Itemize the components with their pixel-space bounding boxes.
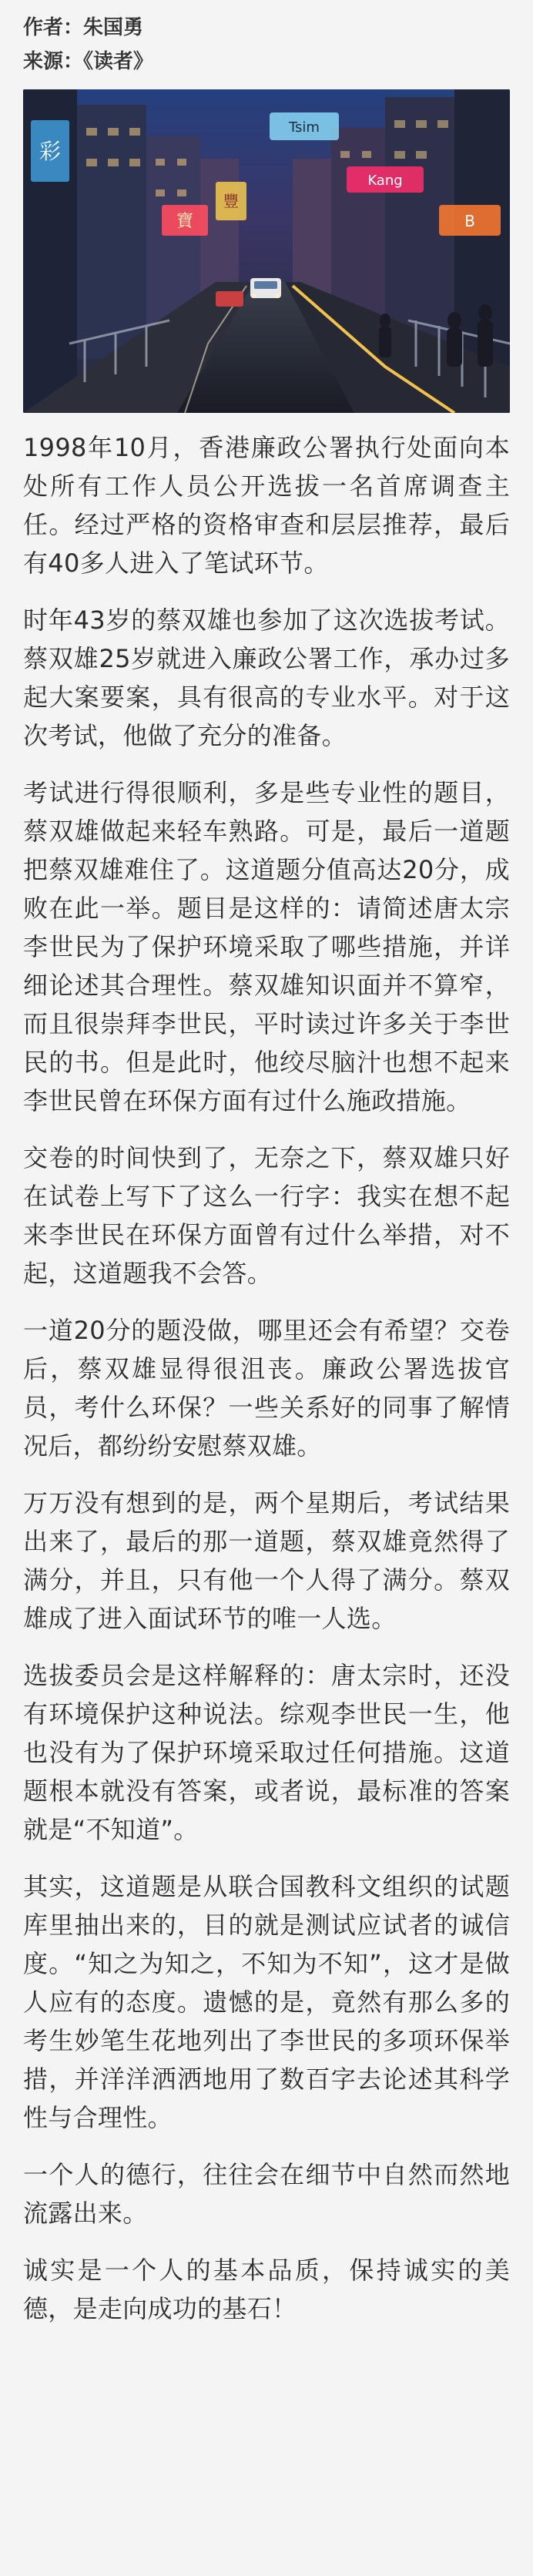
paragraph-10: 诚实是一个人的基本品质，保持诚实的美德，是走向成功的基石！ xyxy=(23,2256,510,2323)
svg-text:彩: 彩 xyxy=(39,139,62,164)
article-meta xyxy=(23,0,510,79)
article-body xyxy=(23,428,510,2328)
source-line: 来源：《读者》 xyxy=(23,50,154,73)
paragraph-7: 选拔委员会是这样解释的：唐太宗时，还没有环境保护这种说法。综观李世民一生，他也没有为了保护环境采取过任何措施。这道题根本就没有答案，或者说，最标准的答案就是“不知道”。 xyxy=(23,1661,510,1844)
street-photo xyxy=(23,89,510,413)
paragraph-8: 其实，这道题是从联合国教科文组织的试题库里抽出来的，目的就是测试应试者的诚信度。“知之为知之，不知为不知”，这才是做人应有的态度。遗憾的是，竟然有那么多的考生妙笔生花地列出了李世民的多项环保举措，并洋洋洒洒地用了数百字去论述其科学性与合理性。 xyxy=(23,1872,510,2132)
paragraph-6: 万万没有想到的是，两个星期后，考试结果出来了，最后的那一道题，蔡双雄竟然得了满分，并且，只有他一个人得了满分。蔡双雄成了进入面试环节的唯一人选。 xyxy=(23,1488,510,1633)
paragraph-2: 时年43岁的蔡双雄也参加了这次选拔考试。蔡双雄25岁就进入廉政公署工作，承办过多起大案要案，具有很高的专业水平。对于这次考试，他做了充分的准备。 xyxy=(23,605,510,750)
svg-text:寶: 寶 xyxy=(176,212,194,231)
paragraph-3: 考试进行得很顺利，多是些专业性的题目，蔡双雄做起来轻车熟路。可是，最后一道题把蔡双雄难住了。这道题分值高达20分，成败在此一举。题目是这样的：请简述唐太宗李世民为了保护环境采取了哪些措施，并详细论述其合理性。蔡双雄知识面并不算窄，而且很崇拜李世民，平时读过许多关于李世民的书。但是此时，他绞尽脑汁也想不起来李世民曾在环保方面有过什么施政措施。 xyxy=(23,778,510,1115)
author-line: 作者：朱国勇 xyxy=(23,16,144,39)
svg-text:B: B xyxy=(464,212,475,230)
paragraph-5: 一道20分的题没做，哪里还会有希望？交卷后，蔡双雄显得很沮丧。廉政公署选拔官员，考什么环保？一些关系好的同事了解情况后，都纷纷安慰蔡双雄。 xyxy=(23,1316,510,1461)
paragraph-9: 一个人的德行，往往会在细节中自然而然地流露出来。 xyxy=(23,2160,510,2228)
paragraph-1: 1998年10月，香港廉政公署执行处面向本处所有工作人员公开选拔一名首席调查主任。经过严格的资格审查和层层推荐，最后有40多人进入了笔试环节。 xyxy=(23,433,510,578)
svg-text:豐: 豐 xyxy=(223,192,239,210)
street-scene-illustration xyxy=(23,89,510,413)
svg-text:Tsim: Tsim xyxy=(289,119,320,136)
paragraph-4: 交卷的时间快到了，无奈之下，蔡双雄只好在试卷上写下了这么一行字：我实在想不起来李世民在环保方面曾有过什么举措，对不起，这道题我不会答。 xyxy=(23,1143,510,1288)
svg-text:Kang: Kang xyxy=(367,173,403,189)
